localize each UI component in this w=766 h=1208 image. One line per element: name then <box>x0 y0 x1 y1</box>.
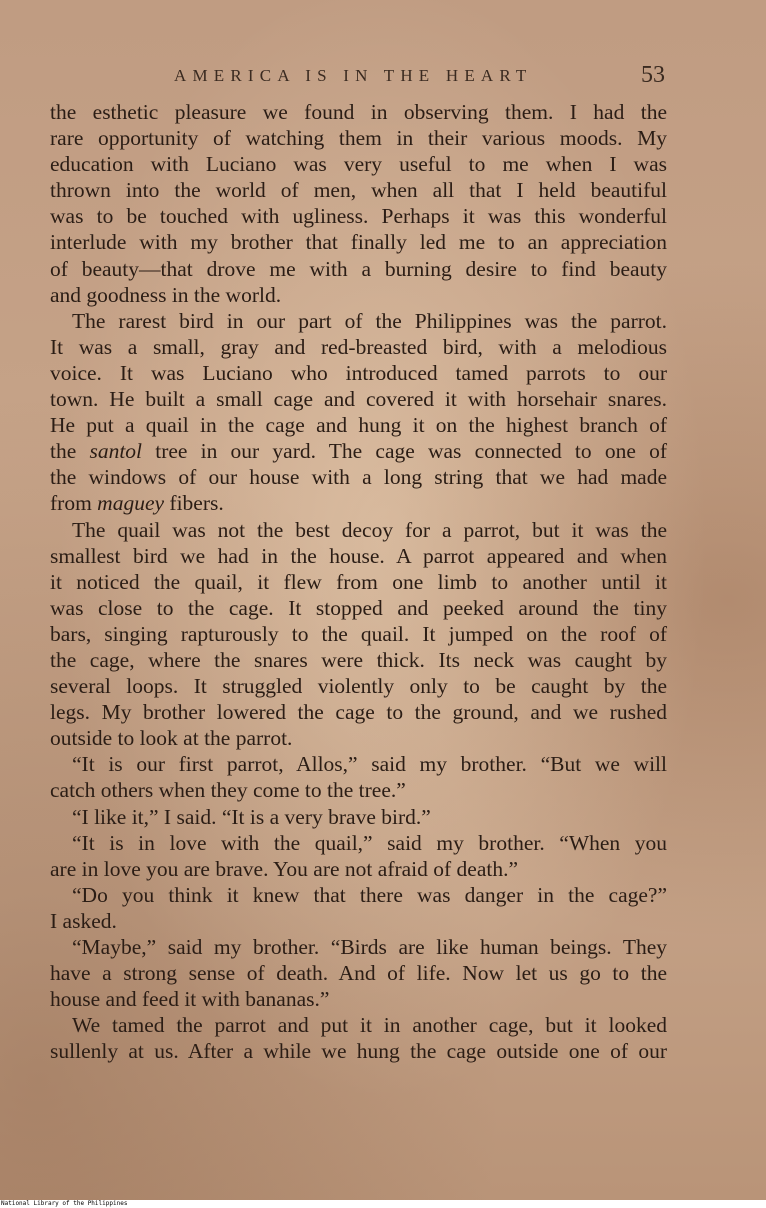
text-line: and goodness in the world. <box>50 282 282 307</box>
text-line: have a strong sense of death. And of life. Now let us go to the <box>50 961 667 986</box>
running-title: AMERICA IS IN THE HEART <box>174 66 533 85</box>
text-run: the <box>50 439 90 464</box>
text-line: “I like it,” I said. “It is a very brave bird.” <box>72 804 431 829</box>
italic-word: santol <box>89 439 143 464</box>
text-line: “Maybe,” said my brother. “Birds are like human beings. They <box>72 935 667 959</box>
text-line: The quail was not the best decoy for a parrot, but it was the <box>72 517 667 542</box>
footer-strip <box>0 1200 766 1208</box>
text-line: of beauty—that drove me with a burning desire to find beauty <box>50 256 667 281</box>
body-text <box>50 99 667 1064</box>
text-run: tree in our yard. The cage was connected to one of <box>142 439 667 464</box>
text-line: education with Luciano was very useful to me when I was <box>50 152 667 177</box>
italic-word: maguey <box>97 491 165 516</box>
text-run: fibers. <box>164 491 224 516</box>
text-line: I asked. <box>50 908 117 933</box>
text-line: the cage, where the snares were thick. Its neck was caught by <box>50 647 667 672</box>
text-line: “It is in love with the quail,” said my brother. “When you <box>72 830 667 855</box>
page-number: 53 <box>641 62 665 88</box>
text-line: We tamed the parrot and put it in another cage, but it looked <box>72 1013 667 1038</box>
text-line: legs. My brother lowered the cage to the ground, and we rushed <box>50 700 667 725</box>
text-line: it noticed the quail, it flew from one limb to another until it <box>50 569 667 594</box>
text-line: outside to look at the parrot. <box>50 726 293 751</box>
text-line: the windows of our house with a long string that we had made <box>50 465 667 490</box>
text-line: rare opportunity of watching them in their various moods. My <box>50 126 667 151</box>
text-line: voice. It was Luciano who introduced tamed parrots to our <box>50 360 667 385</box>
text-line: several loops. It struggled violently only to be caught by the <box>50 674 667 699</box>
text-line <box>50 438 667 464</box>
text-line: town. He built a small cage and covered it with horsehair snares. <box>50 387 667 412</box>
text-line: was to be touched with ugliness. Perhaps it was this wonderful <box>50 204 667 229</box>
library-credit: National Library of the Philippines <box>1 1200 128 1207</box>
text-line: smallest bird we had in the house. A parrot appeared and when <box>50 543 667 568</box>
text-line: catch others when they come to the tree.” <box>50 778 406 803</box>
text-line: He put a quail in the cage and hung it on the highest branch of <box>50 413 667 438</box>
text-line <box>50 490 667 516</box>
text-line: the esthetic pleasure we found in observing them. I had the <box>50 100 667 124</box>
text-line: “It is our first parrot, Allos,” said my brother. “But we will <box>72 752 667 777</box>
text-line: house and feed it with bananas.” <box>50 987 330 1012</box>
text-line: bars, singing rapturously to the quail. It jumped on the roof of <box>50 621 667 646</box>
text-line: The rarest bird in our part of the Philippines was the parrot. <box>72 308 667 333</box>
text-line: thrown into the world of men, when all that I held beautiful <box>50 178 667 203</box>
text-line: interlude with my brother that finally led me to an appreciation <box>50 230 667 255</box>
running-head <box>0 64 766 94</box>
text-line: sullenly at us. After a while we hung the cage outside one of our <box>50 1039 667 1064</box>
text-line: “Do you think it knew that there was danger in the cage?” <box>72 882 667 907</box>
text-line: was close to the cage. It stopped and peeked around the tiny <box>50 595 667 620</box>
text-line: are in love you are brave. You are not afraid of death.” <box>50 856 519 881</box>
text-line: It was a small, gray and red-breasted bird, with a melodious <box>50 334 667 359</box>
text-run: from <box>50 491 98 516</box>
